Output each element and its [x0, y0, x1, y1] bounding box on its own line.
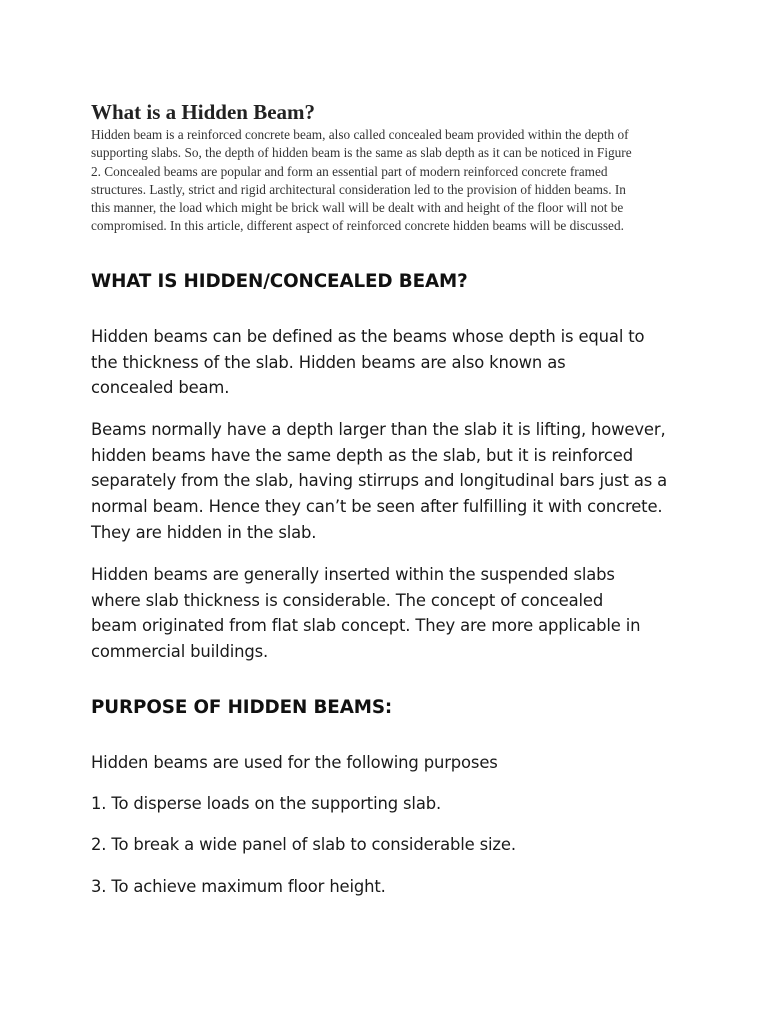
intro-paragraph [91, 126, 691, 236]
intro-line: 2. Concealed beams are popular and form an essential part of modern reinforced concrete framed [91, 163, 608, 179]
intro-line: supporting slabs. So, the depth of hidden beam is the same as slab depth as it can be noticed in Figure [91, 145, 632, 161]
paragraph-line: the thickness of the slab. Hidden beams are also known as [91, 352, 566, 372]
paragraph-line: normal beam. Hence they can’t be seen after fulfilling it with concrete. [91, 497, 663, 517]
paragraph-line: separately from the slab, having stirrups and longitudinal bars just as a [91, 471, 668, 491]
paragraph-line: commercial buildings. [91, 642, 269, 662]
section-heading-definition: WHAT IS HIDDEN/CONCEALED BEAM? [91, 271, 468, 292]
paragraph-line: beam originated from flat slab concept. They are more applicable in [91, 616, 641, 636]
paragraph-line: hidden beams have the same depth as the slab, but it is reinforced [91, 445, 633, 465]
paragraph-line: Beams normally have a depth larger than the slab it is lifting, however, [91, 420, 666, 439]
purpose-intro: Hidden beams are used for the following purposes [91, 753, 498, 772]
purpose-item-3: 3. To achieve maximum floor height. [91, 877, 386, 896]
paragraph-line: They are hidden in the slab. [91, 522, 317, 542]
intro-line: this manner, the load which might be brick wall will be dealt with and height of the floor will not be [91, 200, 624, 216]
paragraph-line: where slab thickness is considerable. The concept of concealed [91, 590, 604, 610]
intro-line: structures. Lastly, strict and rigid architectural consideration led to the provision of hidden beams. In [91, 181, 626, 197]
definition-paragraph-2 [91, 417, 691, 546]
intro-line: compromised. In this article, different aspect of reinforced concrete hidden beams will be discussed. [91, 218, 624, 234]
purpose-item-1: 1. To disperse loads on the supporting slab. [91, 794, 442, 813]
intro-line: Hidden beam is a reinforced concrete beam, also called concealed beam provided within the depth of [91, 127, 629, 142]
section-heading-purpose: PURPOSE OF HIDDEN BEAMS: [91, 697, 393, 718]
paragraph-line: concealed beam. [91, 378, 230, 398]
definition-paragraph-3 [91, 562, 691, 665]
definition-paragraph-1 [91, 324, 691, 401]
purpose-item-2: 2. To break a wide panel of slab to considerable size. [91, 835, 516, 854]
paragraph-line: Hidden beams can be defined as the beams whose depth is equal to [91, 327, 645, 346]
paragraph-line: Hidden beams are generally inserted within the suspended slabs [91, 565, 615, 584]
intro-title: What is a Hidden Beam? [91, 100, 316, 124]
